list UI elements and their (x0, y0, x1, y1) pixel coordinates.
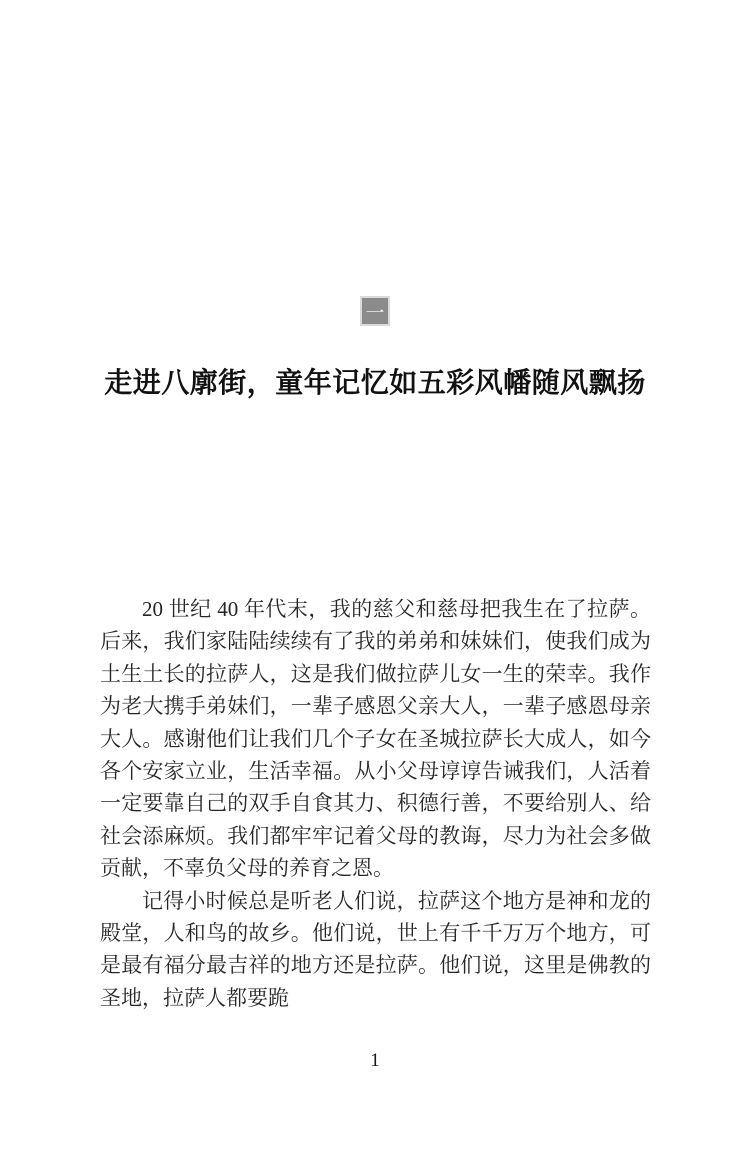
chapter-number: 一 (365, 302, 385, 324)
chapter-title: 走进八廓街，童年记忆如五彩风幡随风飘扬 (104, 367, 646, 399)
chapter-number-box (360, 296, 390, 326)
body-paragraph: 记得小时候总是听老人们说，拉萨这个地方是神和龙的殿堂，人和鸟的故乡。他们说，世上有千千万万个地方，可是最有福分最吉祥的地方还是拉萨。他们说，这里是佛教的圣地，拉萨人都要跪 (100, 888, 651, 1010)
body-paragraph: 20 世纪 40 年代末，我的慈父和慈母把我生在了拉萨。后来，我们家陆陆续续有了我的弟弟和妹妹们，使我们成为土生土长的拉萨人，这是我们做拉萨儿女一生的荣幸。我作为老大携手弟妹们，一辈子感恩父亲大人，一辈子感恩母亲大人。感谢他们让我们几个子女在圣城拉萨长大成人，如今各个安家立业，生活幸福。从小父母谆谆告诫我们，人活着一定要靠自己的双手自食其力、积德行善，不要给别人、给社会添麻烦。我们都牢牢记着父母的教诲，尽力为社会多做贡献，不辜负父母的养育之恩。 (100, 597, 651, 881)
body-text-block (100, 593, 651, 1014)
page-number: 1 (370, 1050, 380, 1071)
